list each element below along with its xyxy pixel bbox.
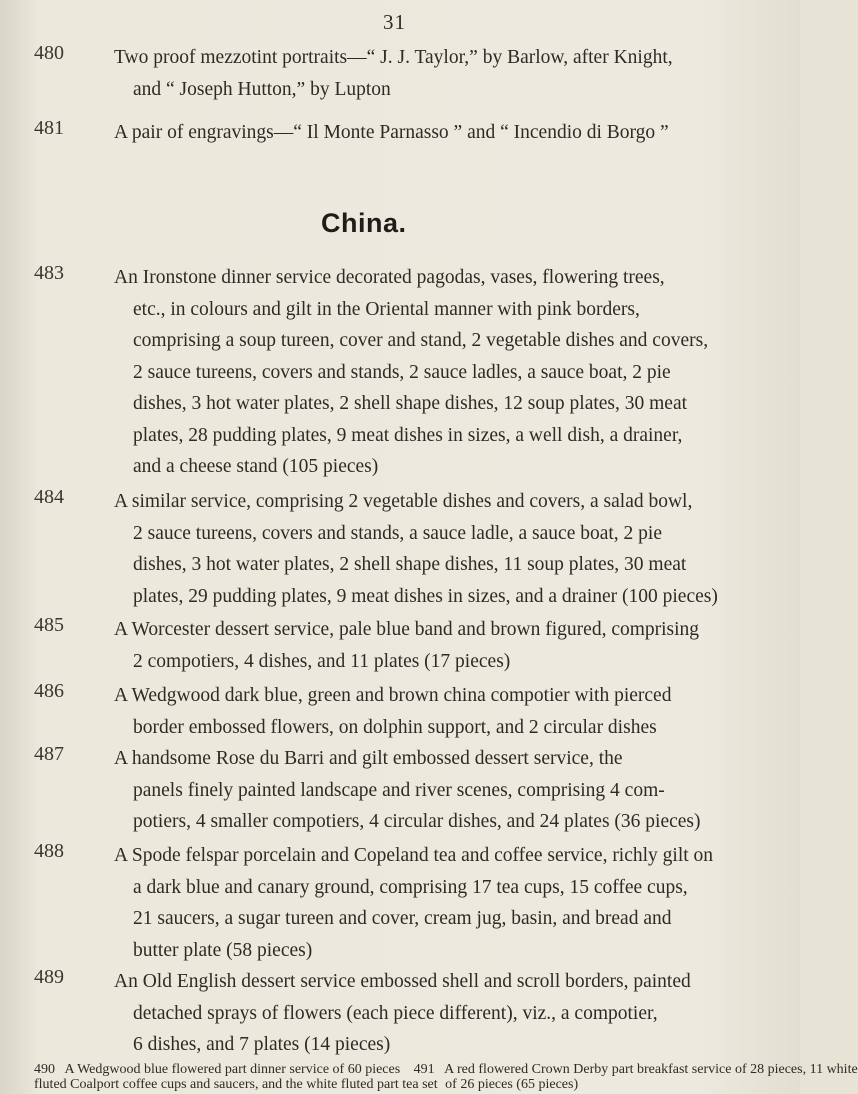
lot-line: An Old English dessert service embossed shell and scroll borders, painted [114, 971, 691, 992]
lot-entry [34, 1062, 858, 1077]
page-number: 31 [383, 10, 406, 34]
lot-line: and a cheese stand (105 pieces) [133, 456, 379, 477]
lot-number: 481 [34, 117, 64, 139]
lot-line: of 26 pieces (65 pieces) [445, 1077, 579, 1092]
lot-line: potiers, 4 smaller compotiers, 4 circular dishes, and 24 plates (36 pieces) [133, 811, 701, 832]
lot-line: 2 sauce tureens, covers and stands, 2 sauce ladles, a sauce boat, 2 pie [133, 361, 671, 383]
lot-number: 488 [34, 840, 64, 862]
lot-line: An Ironstone dinner service decorated pagodas, vases, flowering trees, [114, 267, 665, 288]
lot-number: 480 [34, 42, 64, 64]
lot-line: A pair of engravings—“ Il Monte Parnasso ” and “ Incendio di Borgo ” [114, 122, 669, 143]
lot-line: a dark blue and canary ground, comprising 17 tea cups, 15 coffee cups, [133, 876, 688, 898]
lot-description [114, 743, 714, 838]
lot-line: A handsome Rose du Barri and gilt embossed dessert service, the [114, 748, 623, 769]
lot-number: 490 [34, 1062, 55, 1077]
lot-description [114, 840, 714, 966]
lot-line: 6 dishes, and 7 plates (14 pieces) [133, 1034, 391, 1055]
lot-line: comprising a soup tureen, cover and stand, 2 vegetable dishes and covers, [133, 330, 709, 351]
lot-number: 484 [34, 486, 64, 508]
lot-number: 491 [413, 1062, 435, 1077]
lot-description [114, 966, 714, 1061]
lot-line: dishes, 3 hot water plates, 2 shell shape dishes, 11 soup plates, 30 meat [133, 554, 687, 575]
lot-number: 489 [34, 966, 64, 988]
lot-line: A red flowered Crown Derby part breakfast service of 28 pieces, 11 white [444, 1062, 858, 1077]
lot-line: A Wedgwood blue flowered part dinner service of 60 pieces [64, 1062, 401, 1077]
lot-line: butter plate (58 pieces) [133, 939, 313, 961]
lot-line: panels finely painted landscape and river scenes, comprising 4 com- [133, 779, 665, 801]
lot-description [114, 42, 714, 105]
lot-line: 2 sauce tureens, covers and stands, a sauce ladle, a sauce boat, 2 pie [133, 522, 662, 544]
lot-line: A Wedgwood dark blue, green and brown china compotier with pierced [114, 685, 672, 706]
lot-number: 487 [34, 743, 64, 765]
lot-number: 486 [34, 680, 64, 702]
lot-description [114, 680, 714, 743]
lot-line: plates, 29 pudding plates, 9 meat dishes in sizes, and a drainer (100 pieces) [133, 585, 718, 607]
lot-entry-continued [34, 1077, 578, 1092]
lot-number: 485 [34, 614, 64, 636]
lot-line: 21 saucers, a sugar tureen and cover, cream jug, basin, and bread and [133, 908, 672, 929]
lot-line: fluted Coalport coffee cups and saucers, and the white fluted part tea set [34, 1077, 438, 1092]
section-heading: China. [321, 208, 407, 238]
lot-line: 2 compotiers, 4 dishes, and 11 plates (17 pieces) [133, 650, 511, 672]
lot-overflow-region [34, 1062, 858, 1092]
lot-line: detached sprays of flowers (each piece different), viz., a compotier, [133, 1002, 658, 1024]
lot-description [114, 262, 714, 483]
lot-line: Two proof mezzotint portraits—“ J. J. Taylor,” by Barlow, after Knight, [114, 47, 673, 68]
lot-line: plates, 28 pudding plates, 9 meat dishes in sizes, a well dish, a drainer, [133, 424, 683, 446]
lot-line: and “ Joseph Hutton,” by Lupton [133, 78, 391, 100]
lot-description [114, 486, 718, 612]
lot-line: etc., in colours and gilt in the Oriental manner with pink borders, [133, 298, 640, 320]
lot-description [114, 117, 714, 149]
lot-line: A Worcester dessert service, pale blue band and brown figured, comprising [114, 619, 700, 640]
lot-line: A Spode felspar porcelain and Copeland tea and coffee service, richly gilt on [114, 845, 714, 866]
lot-line: A similar service, comprising 2 vegetable dishes and covers, a salad bowl, [114, 491, 693, 512]
lot-line: border embossed flowers, on dolphin support, and 2 circular dishes [133, 716, 657, 738]
lot-line: dishes, 3 hot water plates, 2 shell shape dishes, 12 soup plates, 30 meat [133, 393, 688, 414]
lot-number: 483 [34, 262, 64, 284]
lot-description [114, 614, 714, 677]
